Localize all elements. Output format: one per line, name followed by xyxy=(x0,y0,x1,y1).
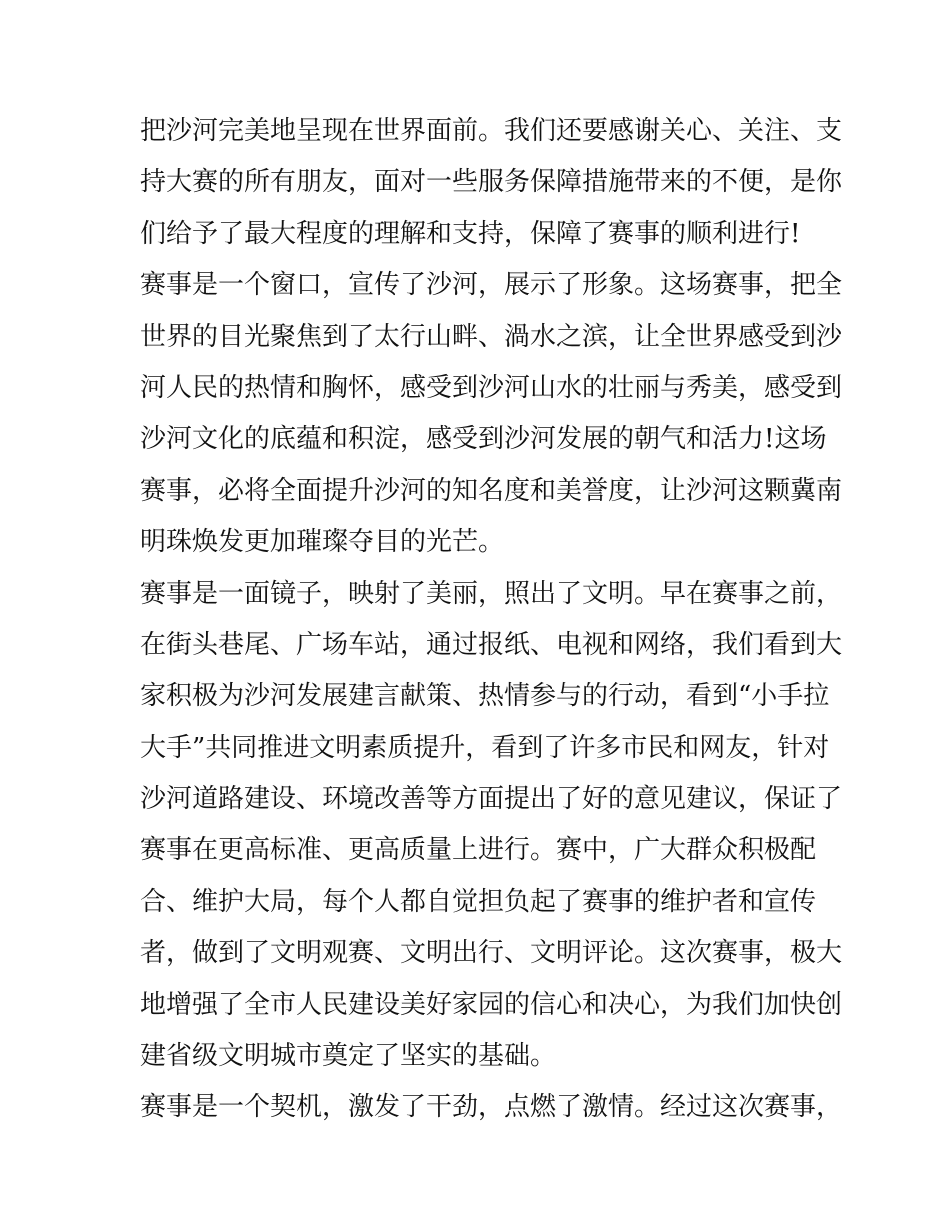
text-line: 赛事是一面镜子，映射了美丽，照出了文明。早在赛事之前， xyxy=(140,578,843,609)
body-text xyxy=(140,106,843,1134)
text-line: 合、维护大局，每个人都自觉担负起了赛事的维护者和宣传 xyxy=(140,886,817,917)
text-line: 河人民的热情和胸怀，感受到沙河山水的壮丽与秀美，感受到 xyxy=(140,372,843,403)
text-line: 地增强了全市人民建设美好家园的信心和决心，为我们加快创 xyxy=(140,989,843,1020)
text-line: 持大赛的所有朋友，面对一些服务保障措施带来的不便，是你 xyxy=(140,167,843,198)
text-line: 们给予了最大程度的理解和支持，保障了赛事的顺利进行! xyxy=(140,218,801,249)
text-line: 在街头巷尾、广场车站，通过报纸、电视和网络，我们看到大 xyxy=(140,629,843,660)
text-line: 者，做到了文明观赛、文明出行、文明评论。这次赛事，极大 xyxy=(140,938,843,969)
text-line: 把沙河完美地呈现在世界面前。我们还要感谢关心、关注、支 xyxy=(140,116,843,146)
text-line: 家积极为沙河发展建言献策、热情参与的行动，看到“小手拉 xyxy=(140,681,830,712)
text-line: 赛事是一个窗口，宣传了沙河，展示了形象。这场赛事，把全 xyxy=(140,270,843,301)
text-line: 赛事在更高标准、更高质量上进行。赛中，广大群众积极配 xyxy=(140,835,817,866)
text-line: 赛事是一个契机，激发了干劲，点燃了激情。经过这次赛事， xyxy=(140,1092,843,1123)
text-line: 建省级文明城市奠定了坚实的基础。 xyxy=(140,1041,557,1072)
text-line: 沙河文化的底蕴和积淀，感受到沙河发展的朝气和活力!这场 xyxy=(140,424,827,455)
text-line: 世界的目光聚焦到了太行山畔、渦水之滨，让全世界感受到沙 xyxy=(140,321,843,352)
text-line: 赛事，必将全面提升沙河的知名度和美誉度，让沙河这颗冀南 xyxy=(140,475,843,506)
text-line: 沙河道路建设、环境改善等方面提出了好的意见建议，保证了 xyxy=(140,784,843,815)
text-line: 明珠焕发更加璀璨夺目的光芒。 xyxy=(140,527,505,558)
text-line: 大手”共同推进文明素质提升，看到了许多市民和网友，针对 xyxy=(140,732,830,763)
